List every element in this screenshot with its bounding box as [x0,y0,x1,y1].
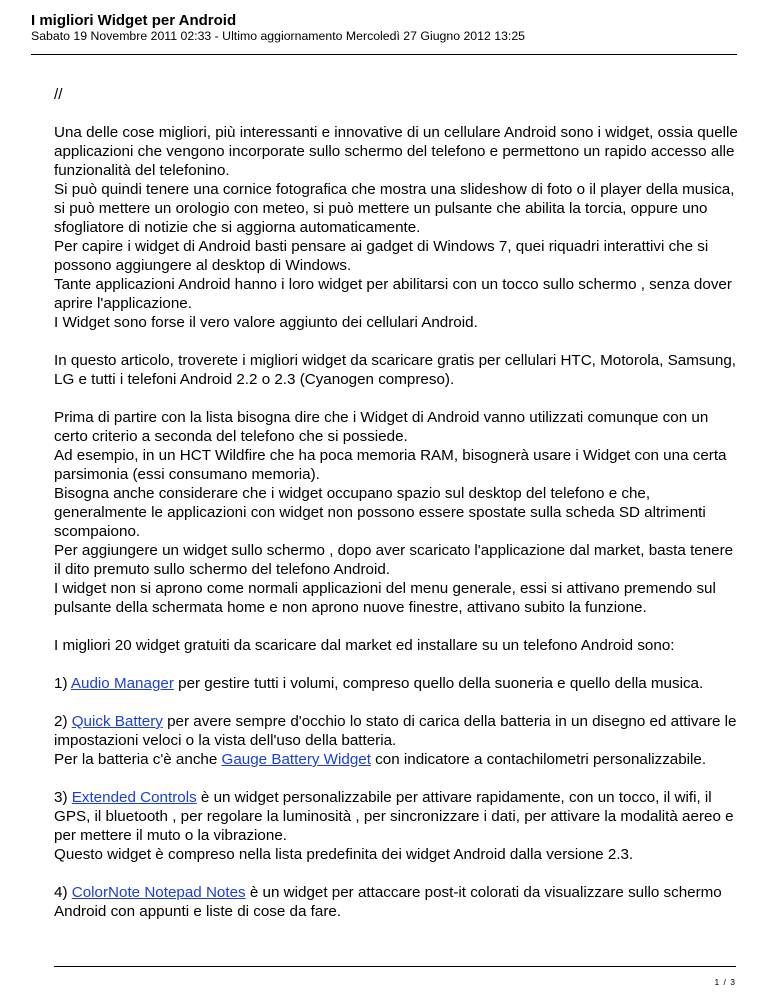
page-header [31,12,737,43]
intro-paragraph: Una delle cose migliori, più interessanti e innovative di un cellulare Android sono i widget, ossia quelle applicazioni che vengono incorporate sullo schermo del telefono e permettono un rapido accesso alle funzionalità del telefonino. Si può quindi tenere una cornice fotografica che mostra una slideshow di foto o il player della musica, si può mettere un orologio con meteo, si può mettere un pulsante che abilita la torcia, oppure uno sfogliatore di notizie che si aggiorna automaticamente. Per capire i widget di Android basti pensare ai gadget di Windows 7, quei riquadri interattivi che si possono aggiungere al desktop di Windows. Tante applicazioni Android hanno i loro widget per abilitarsi con un tocco sullo schermo , senza dover aprire l'applicazione. I Widget sono forse il vero valore aggiunto dei cellulari Android. [54,124,738,331]
list-item: 2) Quick Battery per avere sempre d'occhio lo stato di carica della batteria in un disegno ed attivare le impostazioni veloci o la vista dell'uso della batteria. Per la batteria c'è anche Gauge Battery Widget con indicatore a contachilometri personalizzabile. [54,713,737,768]
list-item: 1) Audio Manager per gestire tutti i volumi, compreso quello della suoneria e quello della musica. [54,675,704,692]
audio-manager-link[interactable]: Audio Manager [70,675,174,692]
header-divider [31,54,737,55]
extended-controls-link[interactable]: Extended Controls [71,789,197,806]
quick-battery-link[interactable]: Quick Battery [71,713,163,730]
document-dates: Sabato 19 Novembre 2011 02:33 - Ultimo aggiornamento Mercoledì 27 Giugno 2012 13:25 [31,29,526,43]
document-title: I migliori Widget per Android [31,12,237,29]
list-intro-paragraph: I migliori 20 widget gratuiti da scaricare dal market ed installare su un telefono Android sono: [54,637,675,654]
page-number: 1 / 3 [714,977,736,987]
slashes-text: // [54,86,63,103]
colornote-notepad-notes-link[interactable]: ColorNote Notepad Notes [71,884,246,901]
list-item: 3) Extended Controls è un widget personalizzabile per attivare rapidamente, con un tocco, il wifi, il GPS, il bluetooth , per regolare la luminosità , per sincronizzare i dati, per attivare la modalità aereo e per mettere il muto o la vibrazione. Questo widget è compreso nella lista predefinita dei widget Android dalla versione 2.3. [54,789,734,863]
footer-divider [54,966,736,967]
article-intro-paragraph: In questo articolo, troverete i migliori widget da scaricare gratis per cellulari HTC, Motorola, Samsung, LG e tutti i telefoni Android 2.2 o 2.3 (Cyanogen compreso). [54,352,737,388]
criteria-paragraph: Prima di partire con la lista bisogna dire che i Widget di Android vanno utilizzati comunque con un certo criterio a seconda del telefono che si possiede. Ad esempio, in un HCT Wildfire che ha poca memoria RAM, bisognerà usare i Widget con una certa parsimonia (essi consumano memoria). Bisogna anche considerare che i widget occupano spazio sul desktop del telefono e che, generalmente le applicazioni con widget non possono essere spostate sulla scheda SD altrimenti scompaiono. Per aggiungere un widget sullo schermo , dopo aver scaricato l'applicazione dal market, basta tenere il dito premuto sullo schermo del telefono Android. I widget non si aprono come normali applicazioni del menu generale, essi si attivano premendo sul pulsante della schermata home e non aprono nuove finestre, attivano subito la funzione. [54,409,734,616]
list-item: 4) ColorNote Notepad Notes è un widget per attaccare post-it colorati da visualizzare sullo schermo Android con appunti e liste di cose da fare. [54,884,722,920]
gauge-battery-widget-link[interactable]: Gauge Battery Widget [221,751,371,768]
article-body [54,85,744,921]
